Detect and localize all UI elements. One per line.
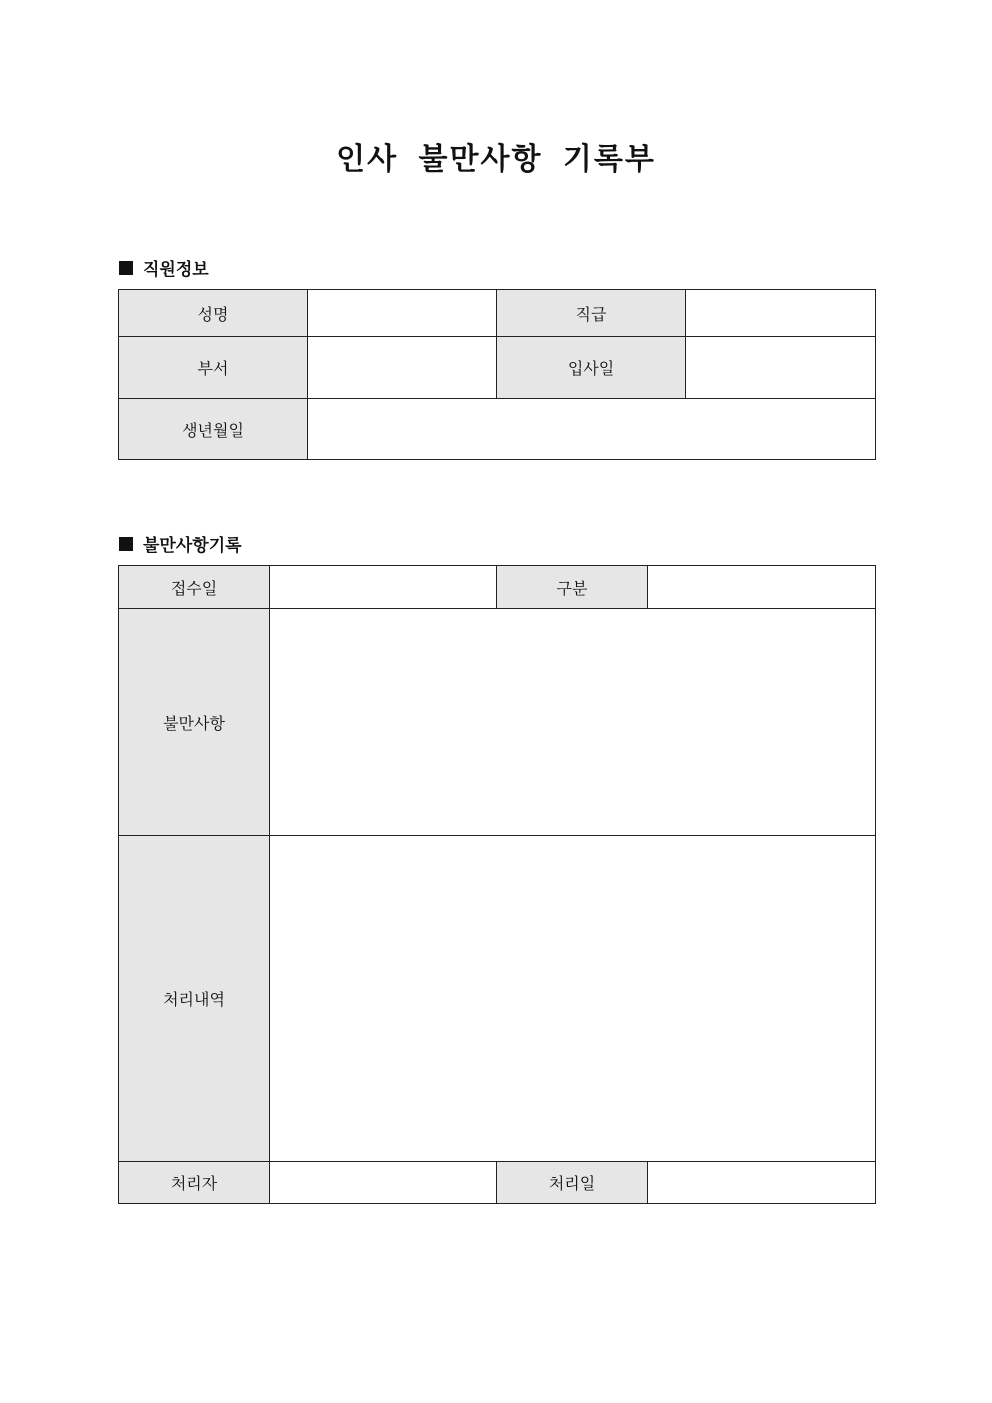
table-row	[119, 1162, 876, 1204]
handling-details-field[interactable]	[270, 836, 876, 1162]
birth-date-label: 생년월일	[119, 399, 308, 460]
table-row	[119, 566, 876, 609]
handling-details-label: 처리내역	[119, 836, 270, 1162]
birth-date-field[interactable]	[308, 399, 876, 460]
square-bullet-icon	[119, 537, 133, 551]
department-label: 부서	[119, 337, 308, 399]
complaint-section-title: 불만사항기록	[143, 536, 242, 556]
name-field[interactable]	[308, 290, 497, 337]
table-row	[119, 337, 876, 399]
employee-section-heading	[119, 255, 209, 280]
page-title: 인사 불만사항 기록부	[336, 142, 656, 177]
handler-label: 처리자	[119, 1162, 270, 1204]
handled-date-label: 처리일	[497, 1162, 648, 1204]
handled-date-field[interactable]	[648, 1162, 876, 1204]
name-label: 성명	[119, 290, 308, 337]
table-row	[119, 399, 876, 460]
complaint-section-heading	[119, 531, 242, 556]
employee-info-table	[118, 289, 876, 460]
hire-date-label: 입사일	[497, 337, 686, 399]
complaint-field[interactable]	[270, 609, 876, 836]
received-date-label: 접수일	[119, 566, 270, 609]
table-row	[119, 836, 876, 1162]
category-label: 구분	[497, 566, 648, 609]
table-row	[119, 290, 876, 337]
complaint-label: 불만사항	[119, 609, 270, 836]
received-date-field[interactable]	[270, 566, 497, 609]
department-field[interactable]	[308, 337, 497, 399]
employee-section-title: 직원정보	[143, 260, 209, 280]
square-bullet-icon	[119, 261, 133, 275]
position-label: 직급	[497, 290, 686, 337]
position-field[interactable]	[686, 290, 876, 337]
table-row	[119, 609, 876, 836]
complaint-record-table	[118, 565, 876, 1204]
hire-date-field[interactable]	[686, 337, 876, 399]
category-field[interactable]	[648, 566, 876, 609]
handler-field[interactable]	[270, 1162, 497, 1204]
